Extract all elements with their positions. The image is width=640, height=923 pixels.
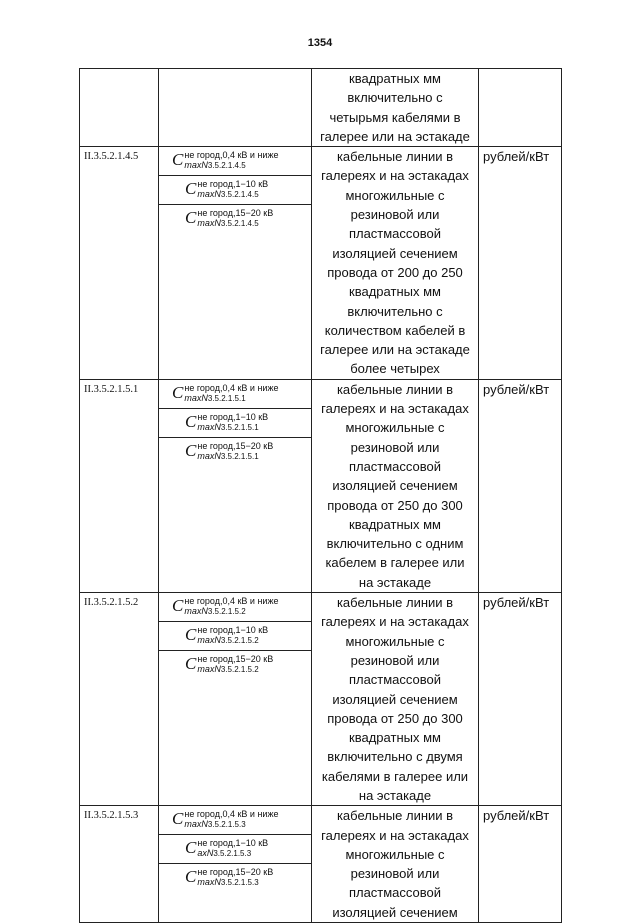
formula-index: 3.5.2.1.4.5 <box>207 161 246 171</box>
rate-formulas <box>159 806 312 923</box>
row-unit: рублей/кВт <box>479 806 562 923</box>
formula-subscript: maxN <box>197 450 221 461</box>
row-unit: рублей/кВт <box>479 593 562 806</box>
formula-superscript: не город,15−20 кВ <box>197 208 274 219</box>
row-unit: рублей/кВт <box>479 147 562 380</box>
formula-subscript: maxN <box>197 218 221 229</box>
rate-formula <box>159 438 311 467</box>
formula-subscript: maxN <box>197 421 221 432</box>
formula-superscript: не город,0,4 кВ и ниже <box>184 596 279 607</box>
row-description: квадратных мм включительно с четырьмя кабелями в галерее или на эстакаде <box>312 69 479 147</box>
row-description: кабельные линии в галереях и на эстакадах многожильные с резиновой или пластмассовой изоляцией сечением <box>312 806 479 923</box>
formula-index: 3.5.2.1.5.2 <box>220 665 259 675</box>
rate-formulas <box>159 593 312 806</box>
formula-subscript: maxN <box>197 664 221 675</box>
formula-index: 3.5.2.1.5.3 <box>207 820 246 830</box>
formula-superscript: не город,15−20 кВ <box>197 440 274 451</box>
formula-index: 3.5.2.1.4.5 <box>220 219 259 229</box>
rate-symbol: C <box>185 179 197 199</box>
rate-symbol: C <box>185 867 197 887</box>
formula-subscript: maxN <box>184 392 208 403</box>
formula-superscript: не город,15−20 кВ <box>197 867 274 878</box>
formula-subscript: maxN <box>184 160 208 171</box>
row-code: II.3.5.2.1.5.1 <box>80 379 159 592</box>
row-unit <box>479 69 562 147</box>
rate-formula <box>159 593 311 622</box>
rate-symbol: C <box>185 440 197 460</box>
row-description: кабельные линии в галереях и на эстакадах многожильные с резиновой или пластмассовой изоляцией сечением провода от 200 до 250 квадратных мм включительно с количеством кабелей в галерее или на эстакаде более четырех <box>312 147 479 380</box>
formula-superscript: не город,1−10 кВ <box>197 179 269 190</box>
formula-index: 3.5.2.1.5.3 <box>220 878 259 888</box>
rate-formula <box>159 864 311 893</box>
formula-index: 3.5.2.1.5.1 <box>220 451 259 461</box>
formula-superscript: не город,0,4 кВ и ниже <box>184 150 279 161</box>
rate-symbol: C <box>185 838 197 858</box>
rate-symbol: C <box>185 625 197 645</box>
formula-subscript: maxN <box>197 189 221 200</box>
formula-index: 3.5.2.1.5.3 <box>213 849 252 859</box>
formula-subscript: maxN <box>184 606 208 617</box>
formula-subscript: maxN <box>197 877 221 888</box>
formula-subscript: maxN <box>197 635 221 646</box>
rate-formula <box>159 205 311 234</box>
rate-symbol: C <box>172 596 184 616</box>
formula-index: 3.5.2.1.5.1 <box>220 422 259 432</box>
row-code: II.3.5.2.1.5.2 <box>80 593 159 806</box>
row-code: II.3.5.2.1.4.5 <box>80 147 159 380</box>
formula-superscript: не город,1−10 кВ <box>197 625 269 636</box>
formula-index: 3.5.2.1.4.5 <box>220 190 259 200</box>
formula-subscript: maxN <box>184 819 208 830</box>
table-row <box>80 379 562 592</box>
page-number: 1354 <box>307 37 333 49</box>
rate-formula <box>159 622 311 651</box>
rate-formulas <box>159 147 312 380</box>
rate-symbol: C <box>185 654 197 674</box>
formula-index: 3.5.2.1.5.2 <box>207 607 246 617</box>
rate-formula <box>159 806 311 835</box>
rate-formula <box>159 651 311 680</box>
formula-index: 3.5.2.1.5.1 <box>207 393 246 403</box>
row-description: кабельные линии в галереях и на эстакадах многожильные с резиновой или пластмассовой изоляцией сечением провода от 250 до 300 квадратных мм включительно с одним кабелем в галерее или на эстакаде <box>312 379 479 592</box>
row-code <box>80 69 159 147</box>
rate-symbol: C <box>172 809 184 829</box>
row-description: кабельные линии в галереях и на эстакадах многожильные с резиновой или пластмассовой изоляцией сечением провода от 250 до 300 квадратных мм включительно с двумя кабелями в галерее или на эстакаде <box>312 593 479 806</box>
rate-formula <box>159 380 311 409</box>
rate-formulas <box>159 69 312 147</box>
rate-formulas <box>159 379 312 592</box>
table-row <box>80 69 562 147</box>
rate-symbol: C <box>172 150 184 170</box>
row-unit: рублей/кВт <box>479 379 562 592</box>
table-row <box>80 147 562 380</box>
formula-superscript: не город,15−20 кВ <box>197 654 274 665</box>
table-row <box>80 593 562 806</box>
formula-index: 3.5.2.1.5.2 <box>220 636 259 646</box>
formula-superscript: не город,1−10 кВ <box>197 411 269 422</box>
rate-symbol: C <box>185 208 197 228</box>
rate-symbol: C <box>172 382 184 402</box>
rate-formula <box>159 147 311 176</box>
row-code: II.3.5.2.1.5.3 <box>80 806 159 923</box>
rate-formula <box>159 176 311 205</box>
table-row <box>80 806 562 923</box>
formula-subscript: axN <box>197 848 214 859</box>
formula-superscript: не город,0,4 кВ и ниже <box>184 382 279 393</box>
formula-superscript: не город,0,4 кВ и ниже <box>184 809 279 820</box>
rate-formula <box>159 409 311 438</box>
rate-formula <box>159 835 311 864</box>
tariff-table <box>79 68 562 923</box>
rate-symbol: C <box>185 411 197 431</box>
formula-superscript: не город,1−10 кВ <box>197 838 269 849</box>
